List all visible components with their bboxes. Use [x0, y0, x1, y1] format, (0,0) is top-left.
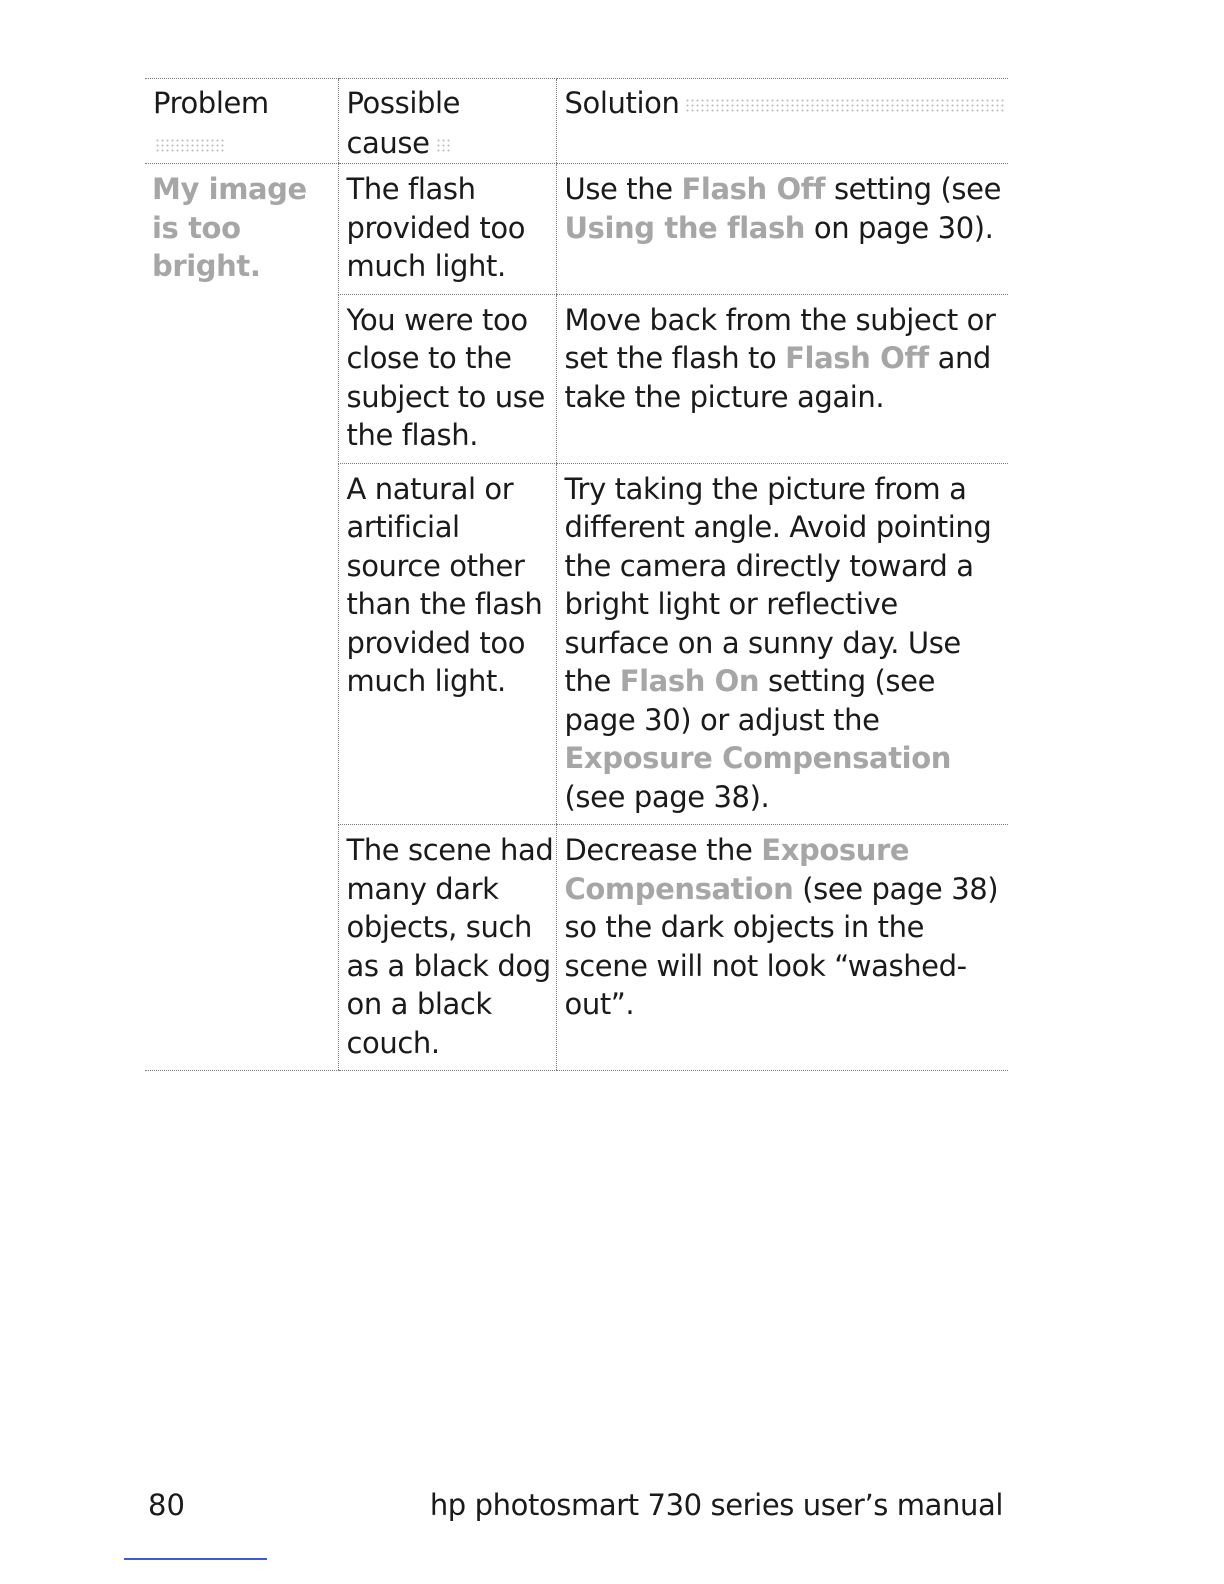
solution-text: setting (see page 30) or adjust the — [564, 664, 936, 737]
solution-text: on page 30). — [805, 210, 994, 245]
cause-cell: You were too close to the subject to use the flash. — [338, 294, 556, 463]
header-problem-label: Problem — [153, 86, 273, 120]
setting-reference: Flash Off — [681, 172, 826, 206]
setting-reference: Exposure Compensation — [564, 833, 910, 906]
setting-reference: Flash Off — [785, 341, 929, 375]
header-dot-fill — [436, 138, 452, 152]
solution-text: and take the picture again. — [564, 341, 991, 414]
solution-text: Decrease the — [564, 833, 762, 867]
troubleshooting-table — [145, 78, 1008, 1071]
solution-text: (see page 38). — [564, 779, 770, 814]
solution-text: setting (see — [825, 172, 1002, 206]
page-number: 80 — [148, 1488, 185, 1522]
cause-cell: The flash provided too much light. — [338, 164, 556, 295]
cause-cell: The scene had many dark objects, such as a black dog on a black couch. — [338, 825, 556, 1071]
solution-cell — [556, 164, 1008, 295]
solution-cell — [556, 825, 1008, 1071]
solution-text: Try taking the picture from a different angle. Avoid pointing the camera directly toward a bright light or reflective surface on a sunny day. Use the — [564, 471, 992, 698]
solution-cell — [556, 294, 1008, 463]
solution-text: Use the — [564, 172, 682, 206]
header-cause-label: Possible cause — [346, 86, 461, 160]
manual-title: hp photosmart 730 series user’s manual — [429, 1488, 1003, 1522]
table-row — [145, 164, 1008, 295]
setting-reference: Flash On — [619, 664, 760, 698]
solution-cell — [556, 463, 1008, 825]
header-solution — [556, 79, 1008, 164]
setting-reference: Exposure Compensation — [564, 741, 951, 775]
header-solution-label: Solution — [565, 86, 684, 120]
header-cause — [338, 79, 556, 164]
cause-cell: A natural or artificial source other than the flash provided too much light. — [338, 463, 556, 825]
bottom-rule — [124, 1558, 267, 1560]
solution-text: (see page 38) so the dark objects in the scene will not look “washed-out”. — [564, 871, 999, 1021]
solution-text: Move back from the subject or set the flash to — [564, 302, 996, 375]
table-header-row — [145, 79, 1008, 164]
header-problem — [145, 79, 338, 164]
section-reference: Using the flash — [564, 210, 806, 245]
header-dot-fill — [685, 98, 1005, 112]
problem-cell: My image is too bright. — [145, 164, 338, 1071]
header-dot-fill — [155, 138, 225, 152]
